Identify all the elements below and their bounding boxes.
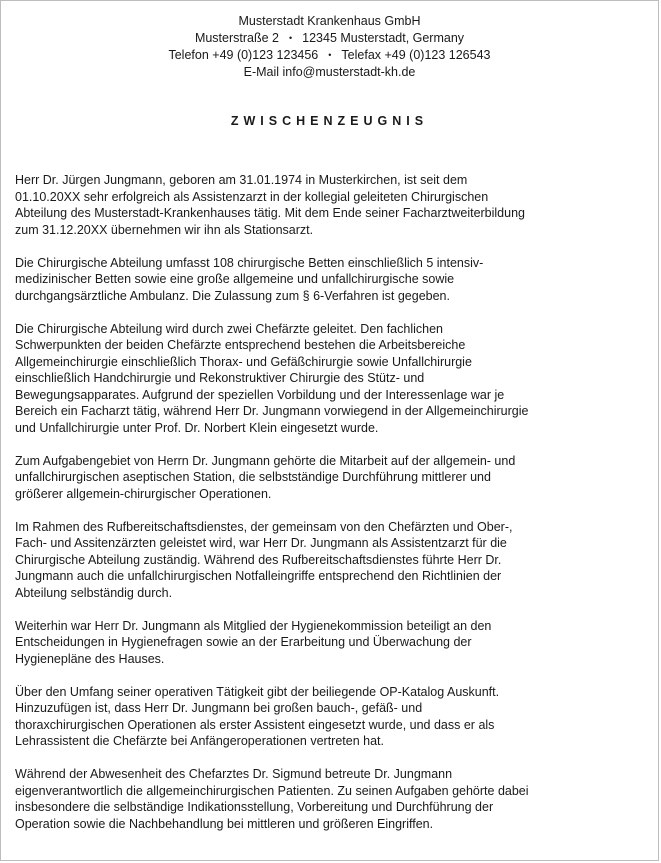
paragraph-line: Allgemeinchirurgie einschließlich Thorax- und Gefäßchirurgie sowie Unfallchirurgie [15, 354, 472, 369]
paragraph-line: einschließlich Handchirurgie und Rekonstruktiver Chirurgie des Stütz- und [15, 371, 425, 385]
paragraph-line: medizinischer Betten sowie eine große allgemeine und unfallchirurgische sowie [15, 272, 455, 286]
paragraph [15, 618, 651, 668]
paragraph [15, 684, 651, 750]
separator-dot: • [289, 33, 293, 44]
address-line [1, 30, 658, 47]
paragraph [15, 766, 651, 832]
contact-line [1, 47, 658, 64]
paragraph [15, 255, 651, 305]
fax: Telefax +49 (0)123 126543 [341, 48, 491, 63]
paragraph-line: Hinzuzufügen ist, dass Herr Dr. Jungmann bei großen bauch-, gefäß- und [15, 701, 423, 715]
paragraph-line: Operation sowie die Nachbehandlung bei mittleren und größeren Eingriffen. [15, 816, 434, 831]
paragraph-line: zum 31.12.20XX übernehmen wir ihn als Stationsarzt. [15, 222, 314, 237]
paragraph-line: insbesondere die selbständige Indikationsstellung, Vorbereitung und Durchführung der [15, 800, 494, 814]
separator-dot: • [328, 50, 332, 61]
paragraph-line: und Unfallchirurgie unter Prof. Dr. Norbert Klein eingesetzt wurde. [15, 420, 379, 435]
email: E-Mail info@musterstadt-kh.de [243, 65, 416, 80]
paragraph-line: Die Chirurgische Abteilung wird durch zwei Chefärzte geleitet. Den fachlichen [15, 321, 443, 336]
paragraph-line: thoraxchirurgischen Operationen als erster Assistent eingesetzt wurde, und dass er als [15, 717, 495, 732]
paragraph-line: Im Rahmen des Rufbereitschaftsdienstes, der gemeinsam von den Chefärzten und Ober-, [15, 519, 513, 534]
paragraph-line: Über den Umfang seiner operativen Tätigkeit gibt der beiliegende OP-Katalog Auskunft. [15, 684, 500, 699]
paragraph-line: Die Chirurgische Abteilung umfasst 108 chirurgische Betten einschließlich 5 intensiv- [15, 255, 484, 270]
city: 12345 Musterstadt, Germany [302, 31, 465, 45]
paragraph-line: Herr Dr. Jürgen Jungmann, geboren am 31.01.1974 in Musterkirchen, ist seit dem [15, 173, 468, 187]
paragraph-line: eigenverantwortlich die allgemeinchirurgischen Patienten. Zu seinen Aufgaben gehörte dabei [15, 783, 529, 798]
phone: Telefon +49 (0)123 123456 [168, 48, 319, 63]
paragraph-line: Schwerpunkten der beiden Chefärzte entsprechend bestehen die Arbeitsbereiche [15, 338, 466, 352]
paragraph-line: Bewegungsapparates. Aufgrund der speziellen Vorbildung und der Interessenlage war je [15, 387, 505, 402]
paragraph [15, 321, 651, 437]
paragraph-line: unfallchirurgischen aseptischen Station, die selbstständige Durchführung mittlerer und [15, 470, 491, 484]
paragraph-line: 01.10.20XX sehr erfolgreich als Assistenzarzt in der kollegial geleiteten Chirurgischen [15, 189, 489, 204]
paragraph-line: Entscheidungen in Hygienefragen sowie an der Erarbeitung und Überwachung der [15, 635, 472, 649]
paragraph-line: Weiterhin war Herr Dr. Jungmann als Mitglied der Hygienekommission beteiligt an den [15, 618, 492, 633]
paragraph-line: Jungmann auch die unfallchirurgischen Notfalleingriffe entsprechend den Richtlinien der [15, 569, 502, 583]
paragraph-line: Chirurgische Abteilung zuständig. Während des Rufbereitschaftsdienstes führte Herr Dr. [15, 552, 502, 567]
paragraph [15, 519, 651, 602]
paragraph [15, 453, 651, 503]
letterhead [1, 13, 658, 81]
paragraph-line: Fach- und Assitenzärzten geleistet wird, war Herr Dr. Jungmann als Assistentzarzt für die [15, 536, 507, 550]
paragraph-line: Zum Aufgabengebiet von Herrn Dr. Jungmann gehörte die Mitarbeit auf der allgemein- und [15, 453, 516, 468]
paragraph-line: durchgangsärztliche Ambulanz. Die Zulassung zum § 6-Verfahren ist gegeben. [15, 288, 450, 303]
paragraph-line: Bereich ein Facharzt tätig, während Herr Dr. Jungmann vorwiegend in der Allgemeinchirurgie [15, 404, 529, 418]
paragraph-line: Abteilung des Musterstadt-Krankenhauses tätig. Mit dem Ende seiner Facharztweiterbildung [15, 206, 525, 220]
paragraph-line: Lehrassistent die Chefärzte bei Anfängeroperationen vertreten hat. [15, 734, 384, 748]
street: Musterstraße 2 [194, 31, 279, 45]
paragraph-line: größerer allgemein-chirurgischer Operationen. [15, 486, 272, 501]
document-title: ZWISCHENZEUGNIS [230, 114, 429, 128]
paragraph-line: Abteilung selbständig durch. [15, 585, 173, 600]
company-name: Musterstadt Krankenhaus GmbH [238, 14, 421, 28]
paragraph-line: Während der Abwesenheit des Chefarztes Dr. Sigmund betreute Dr. Jungmann [15, 767, 453, 781]
paragraph-line: Hygienepläne des Hauses. [15, 651, 165, 666]
document-body [15, 172, 651, 849]
paragraph [15, 172, 651, 238]
